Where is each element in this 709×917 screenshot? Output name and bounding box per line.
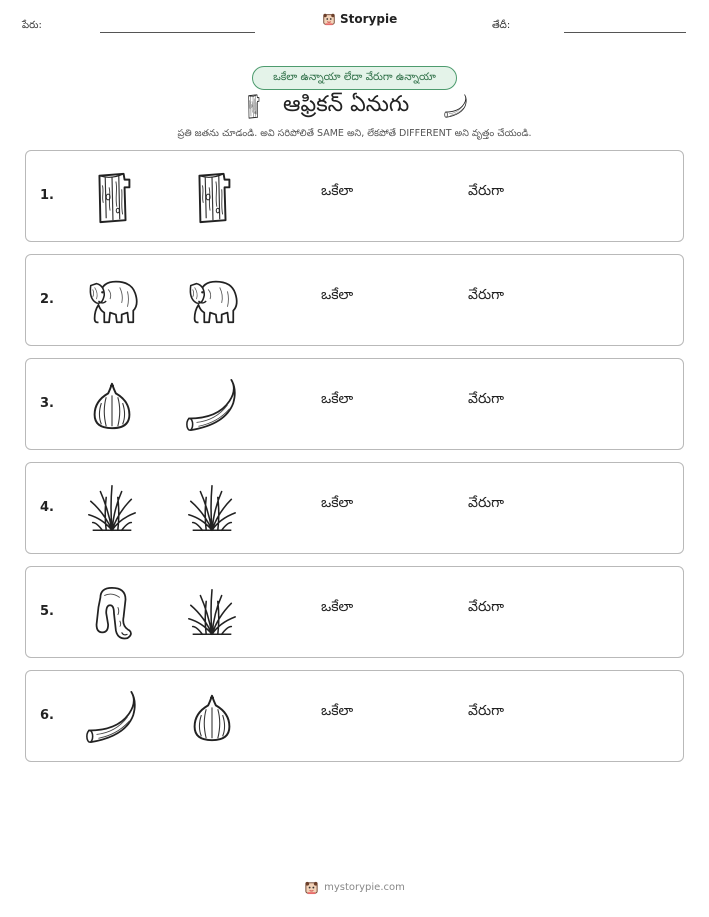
elephant-icon xyxy=(82,272,142,330)
question-card-3 xyxy=(25,358,684,450)
name-field-line xyxy=(100,32,255,33)
topic-pill xyxy=(252,66,457,90)
question-number: 5. xyxy=(40,604,54,619)
grass-icon xyxy=(182,584,242,642)
footer-link[interactable]: mystorypie.com xyxy=(324,882,405,893)
different-option[interactable]: వేరుగా xyxy=(468,391,504,407)
tusk-icon xyxy=(182,376,242,434)
storypie-logo-icon xyxy=(322,12,336,26)
trunk-icon xyxy=(82,584,142,642)
different-option[interactable]: వేరుగా xyxy=(468,287,504,303)
date-label: తేదీ: xyxy=(492,20,511,31)
different-option[interactable]: వేరుగా xyxy=(468,599,504,615)
question-number: 1. xyxy=(40,188,54,203)
log-icon xyxy=(243,92,263,120)
question-card-5 xyxy=(25,566,684,658)
footer xyxy=(0,880,709,895)
tusk-icon xyxy=(440,93,472,119)
name-label: పేరు: xyxy=(22,20,42,31)
question-card-1 xyxy=(25,150,684,242)
instruction-text: ప్రతి జతను చూడండి. అవి సరిపోలితే SAME అని, లేకపోతే DIFFERENT అని వృత్తం చేయండి. xyxy=(177,128,532,139)
date-field-line xyxy=(564,32,686,33)
title-row xyxy=(0,90,709,122)
brand xyxy=(322,12,397,26)
same-option[interactable]: ఒకేలా xyxy=(321,599,354,615)
question-card-6 xyxy=(25,670,684,762)
different-option[interactable]: వేరుగా xyxy=(468,495,504,511)
same-option[interactable]: ఒకేలా xyxy=(321,391,354,407)
same-option[interactable]: ఒకేలా xyxy=(321,183,354,199)
fig-icon xyxy=(182,688,242,746)
grass-icon xyxy=(82,480,142,538)
question-number: 2. xyxy=(40,292,54,307)
grass-icon xyxy=(182,480,242,538)
question-card-2 xyxy=(25,254,684,346)
same-option[interactable]: ఒకేలా xyxy=(321,495,354,511)
question-card-4 xyxy=(25,462,684,554)
tusk-icon xyxy=(82,688,142,746)
same-option[interactable]: ఒకేలా xyxy=(321,703,354,719)
storypie-logo-icon xyxy=(304,880,319,895)
fig-icon xyxy=(82,376,142,434)
log-icon xyxy=(82,168,142,226)
question-number: 6. xyxy=(40,708,54,723)
different-option[interactable]: వేరుగా xyxy=(468,183,504,199)
page-title: ఆఫ్రికన్ ఏనుగు xyxy=(283,92,410,117)
topic-pill-text: ఒకేలా ఉన్నాయా లేదా వేరుగా ఉన్నాయా xyxy=(273,70,436,83)
brand-name: Storypie xyxy=(340,12,398,26)
log-icon xyxy=(182,168,242,226)
elephant-icon xyxy=(182,272,242,330)
different-option[interactable]: వేరుగా xyxy=(468,703,504,719)
question-number: 4. xyxy=(40,500,54,515)
question-number: 3. xyxy=(40,396,54,411)
worksheet-header xyxy=(0,0,709,50)
same-option[interactable]: ఒకేలా xyxy=(321,287,354,303)
